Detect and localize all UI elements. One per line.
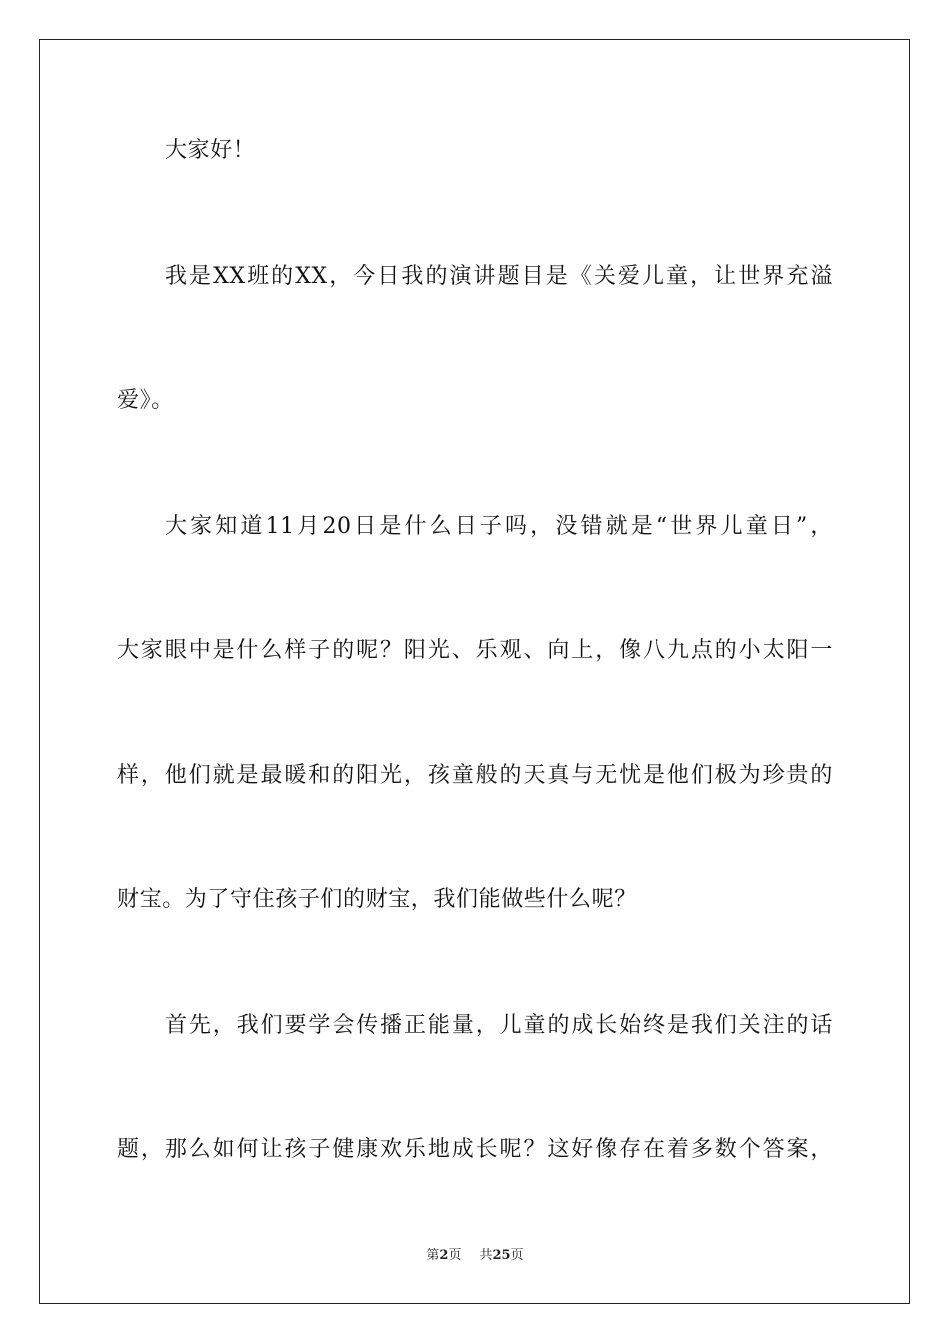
paragraph-line: 爱》。 xyxy=(117,388,174,413)
page-number: 第2页 xyxy=(426,1248,462,1263)
paragraph-line: 题，那么如何让孩子健康欢乐地成长呢？这好像存在着多数个答案， xyxy=(117,1137,833,1162)
paragraph-line: 样，他们就是最暖和的阳光，孩童般的天真与无忧是他们极为珍贵的 xyxy=(117,763,833,788)
paragraph-line: 大家知道11月20日是什么日子吗，没错就是“世界儿童日”， xyxy=(165,514,833,539)
paragraph-line: 大家眼中是什么样子的呢？阳光、乐观、向上，像八九点的小太阳一 xyxy=(117,638,833,663)
page-total: 共25页 xyxy=(479,1248,524,1263)
paragraph-line: 我是XX班的XX，今日我的演讲题目是《关爱儿童，让世界充溢 xyxy=(165,264,833,289)
page-footer xyxy=(0,1247,950,1265)
page-border xyxy=(39,39,910,1304)
paragraph-line: 财宝。为了守住孩子们的财宝，我们能做些什么呢？ xyxy=(117,887,637,912)
paragraph-line: 首先，我们要学会传播正能量，儿童的成长始终是我们关注的话 xyxy=(165,1013,833,1038)
paragraph-line-greeting: 大家好！ xyxy=(165,138,256,163)
